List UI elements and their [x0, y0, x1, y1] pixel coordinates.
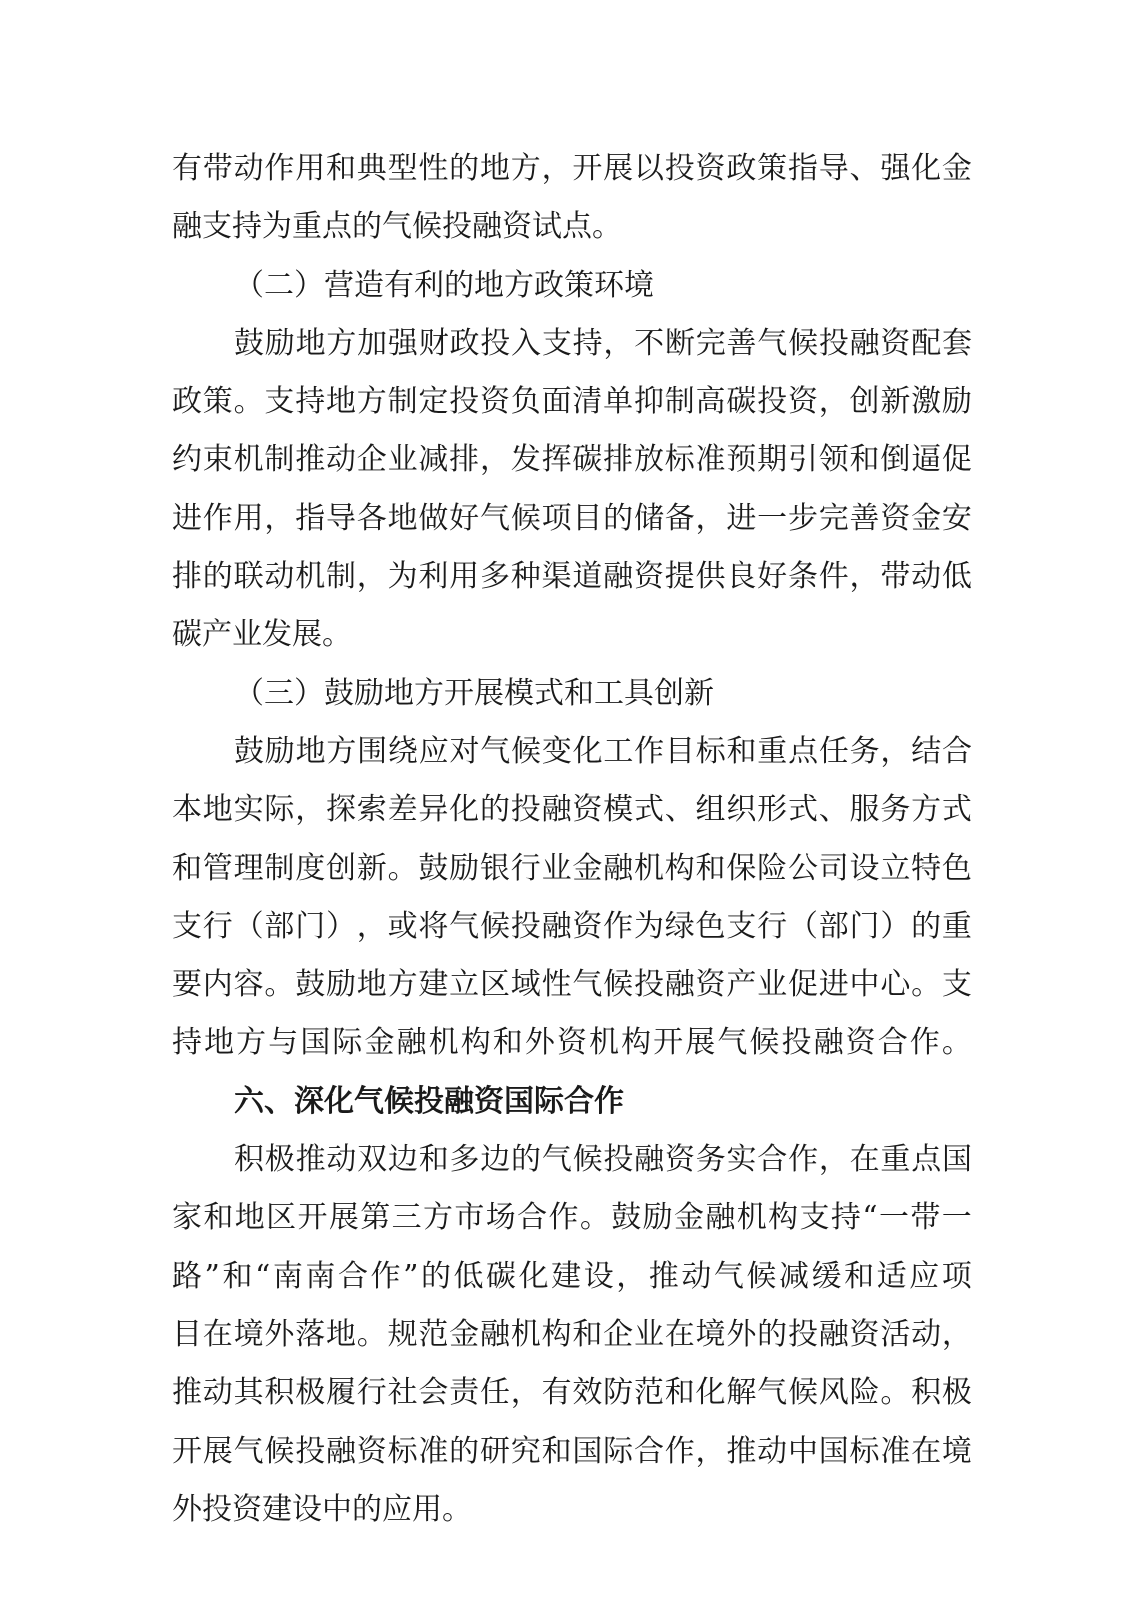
text-line: 融支持为重点的气候投融资试点。: [172, 209, 622, 245]
paragraph-model-innovation: [172, 723, 972, 1073]
text-line: 政 策 。 支 持 地 方 制 定 投 资 负 面 清 单 抑 制 高 碳 投 资 ， 创 新 激 励: [172, 384, 972, 420]
text-line: 开 展 气 候 投 融 资 标 准 的 研 究 和 国 际 合 作 ， 推 动 中 国 标 准 在 境: [172, 1433, 972, 1469]
text-line: 要 内 容 。 鼓 励 地 方 建 立 区 域 性 气 候 投 融 资 产 业 促 进 中 心 。 支: [172, 967, 972, 1003]
paragraph-policy-environment: [172, 315, 972, 665]
text-line: 路 ” 和 “ 南 南 合 作 ” 的 低 碳 化 建 设 ， 推 动 气 候 减 缓 和 适 应 项: [172, 1258, 972, 1294]
text-line: 家 和 地 区 开 展 第 三 方 市 场 合 作 。 鼓 励 金 融 机 构 支 持 “ 一 带 一: [172, 1200, 972, 1236]
text-line: 排 的 联 动 机 制 ， 为 利 用 多 种 渠 道 融 资 提 供 良 好 条 件 ， 带 动 低: [172, 559, 972, 595]
text-line: 有 带 动 作 用 和 典 型 性 的 地 方 ， 开 展 以 投 资 政 策 指 导 、 强 化 金: [172, 151, 972, 186]
text-line: 和 管 理 制 度 创 新 。 鼓 励 银 行 业 金 融 机 构 和 保 险 公 司 设 立 特 色: [172, 850, 972, 886]
text-line: 支 行 （ 部 门 ） ， 或 将 气 候 投 融 资 作 为 绿 色 支 行 （ 部 门 ） 的 重: [172, 908, 972, 944]
paragraph-pilot-continuation: [172, 140, 972, 257]
text-line: 碳产业发展。: [172, 617, 352, 653]
document-page: [172, 140, 972, 1539]
text-line: 进 作 用 ， 指 导 各 地 做 好 气 候 项 目 的 储 备 ， 进 一 步 完 善 资 金 安: [172, 500, 972, 536]
subheading-policy-environment: （二）营造有利的地方政策环境: [234, 267, 654, 303]
text-line: 鼓 励 地 方 加 强 财 政 投 入 支 持 ， 不 断 完 善 气 候 投 融 资 配 套: [234, 325, 972, 361]
text-line: 约 束 机 制 推 动 企 业 减 排 ， 发 挥 碳 排 放 标 准 预 期 引 领 和 倒 逼 促: [172, 442, 972, 478]
text-line: 积 极 推 动 双 边 和 多 边 的 气 候 投 融 资 务 实 合 作 ， 在 重 点 国: [234, 1142, 972, 1178]
text-line: 推 动 其 积 极 履 行 社 会 责 任 ， 有 效 防 范 和 化 解 气 候 风 险 。 积 极: [172, 1375, 972, 1411]
text-line: 外投资建设中的应用。: [172, 1491, 472, 1527]
text-line: 鼓 励 地 方 围 绕 应 对 气 候 变 化 工 作 目 标 和 重 点 任 务 ， 结 合: [234, 733, 972, 769]
text-line: 本 地 实 际 ， 探 索 差 异 化 的 投 融 资 模 式 、 组 织 形 式 、 服 务 方 式: [172, 792, 972, 828]
text-line: 持 地 方 与 国 际 金 融 机 构 和 外 资 机 构 开 展 气 候 投 融 资 合 作 。: [172, 1025, 972, 1061]
text-line: 目 在 境 外 落 地 。 规 范 金 融 机 构 和 企 业 在 境 外 的 投 融 资 活 动 ，: [172, 1316, 972, 1352]
subheading-model-innovation: （三）鼓励地方开展模式和工具创新: [234, 675, 714, 711]
paragraph-international-cooperation: [172, 1131, 972, 1539]
section-heading-international-cooperation: 六、深化气候投融资国际合作: [234, 1083, 624, 1119]
